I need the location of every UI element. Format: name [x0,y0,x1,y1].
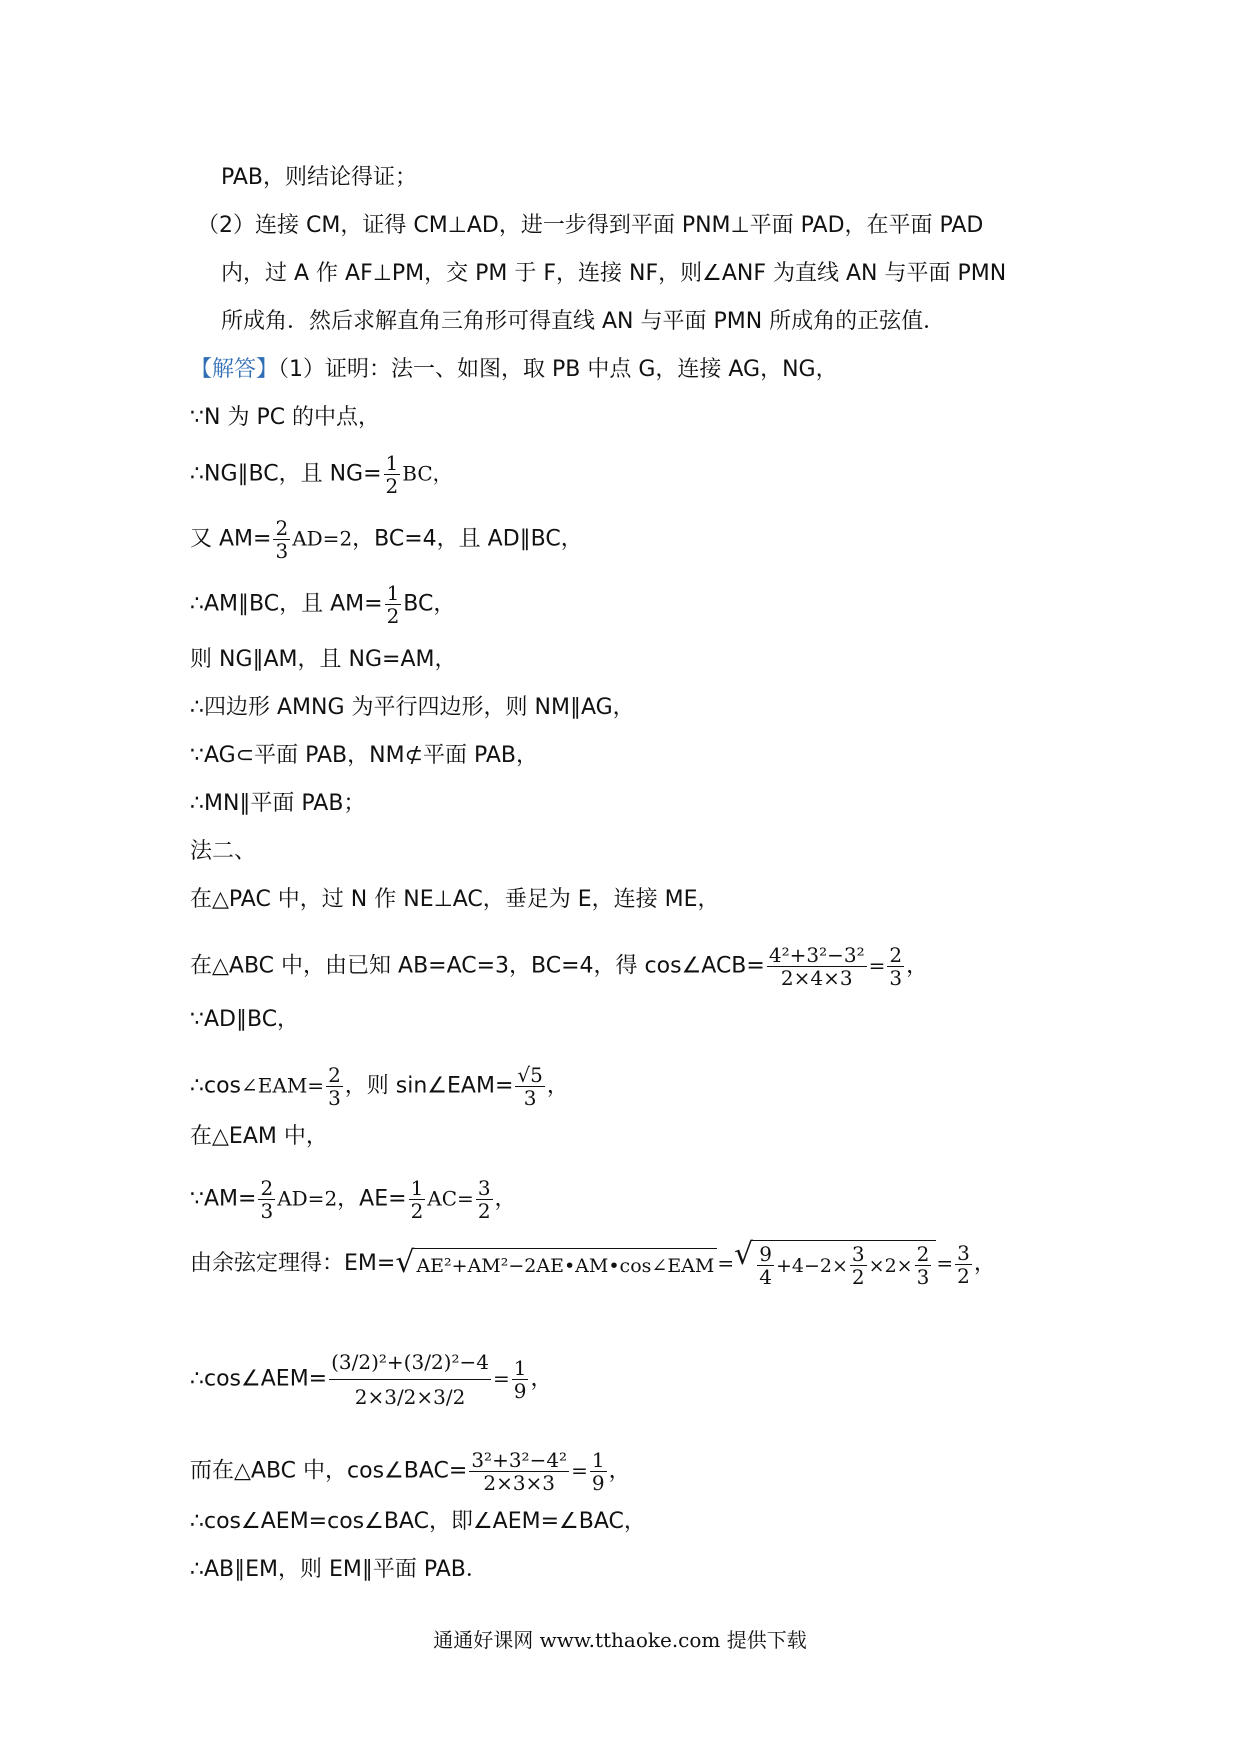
step-8: ∴MN∥平面 PAB； [190,791,366,816]
fraction: $\frac{1}{2}$ [386,581,400,628]
answer-intro: 【解答】（1）证明：法一、如图，取 PB 中点 G，连接 AG，NG， [190,357,838,382]
step-7: ∵AG⊂平面 PAB，NM⊄平面 PAB， [190,743,539,768]
fraction: $\frac{2}{3}$ [275,516,289,563]
fraction: $\frac{1}{2}$ [410,1176,424,1223]
answer-tag: 【解答】 [190,357,279,382]
fraction: $\frac{2}{3}$ [889,943,903,990]
fraction: $\frac{\text{3²+3²−4²}}{2\times 3\times 3}$ [471,1448,568,1495]
step-1: ∵N 为 PC 的中点， [190,405,381,430]
m2-line-1: 在△PAC 中，过 N 作 NE⊥AC，垂足为 E，连接 ME， [190,887,720,912]
step-5: 则 NG∥AM，且 NG=AM， [190,647,457,672]
fraction: $\frac{2}{3}$ [260,1176,274,1223]
hint-line-1: PAB，则结论得证； [221,165,418,190]
step-3: 又 AM= $\frac{2}{3}$ AD=2，BC=4，且 AD∥BC， [190,516,583,563]
step-6: ∴四边形 AMNG 为平行四边形，则 NM∥AG， [190,695,635,720]
fraction: $\frac{1}{2}$ [385,451,399,498]
m2-line-6: ∵AM= $\frac{2}{3}$ AD=2，AE= $\frac{1}{2}$ AC= $\frac{3}{2}$ ， [190,1176,517,1223]
fraction: $\frac{1}{9}$ [591,1448,605,1495]
fraction: $\frac{2}{3}$ [328,1063,341,1110]
m2-line-8: ∴cos∠AEM= $\frac{\text{(3/2)²+(3/2)²−4}}{2\times 3/2\times 3/2}$ = $\frac{1}{9}$ ， [190,1345,553,1414]
fraction: $\frac{3}{2}$ [477,1176,491,1223]
fraction: $\frac{\text{(3/2)²+(3/2)²−4}}{2\times 3/2\times 3/2}$ [329,1345,491,1414]
fraction: $\frac{\text{4²+3²−3²}}{2\times 4\times 3}$ [768,943,865,990]
fraction: $\frac{1}{9}$ [513,1356,527,1403]
hint-line-2: （2）连接 CM，证得 CM⊥AD，进一步得到平面 PNM⊥平面 PAD，在平面 PAD [197,213,984,238]
m2-line-4: ∴cos∠EAM= $\frac{2}{3}$ ，则 sin∠EAM= $\frac{√5}{3}$ ， [190,1063,569,1110]
page-footer: 通通好课网 www.tthaoke.com 提供下载 [433,1628,807,1652]
fraction: $\frac{3}{2}$ [957,1240,970,1288]
square-root: √ AE²+AM²−2AE•AM•cos∠EAM [395,1248,717,1281]
m2-line-5: 在△EAM 中， [190,1124,328,1149]
fraction: $\frac{√5}{3}$ [517,1063,543,1110]
m2-line-11: ∴AB∥EM，则 EM∥平面 PAB． [190,1557,488,1582]
m2-line-2: 在△ABC 中，由已知 AB=AC=3，BC=4，得 cos∠ACB= $\frac{\text{4²+3²−3²}}{2\times 4\times 3}$ = $\frac{2}{3}$ ， [190,943,929,990]
m2-line-10: ∴cos∠AEM=cos∠BAC，即∠AEM=∠BAC， [190,1509,646,1534]
m2-line-3: ∵AD∥BC， [190,1007,300,1032]
hint-line-3: 内，过 A 作 AF⊥PM，交 PM 于 F，连接 NF，则∠ANF 为直线 AN 与平面 PMN [221,261,1007,286]
method-2-heading: 法二、 [190,839,257,864]
step-2: ∴NG∥BC，且 NG= $\frac{1}{2}$ BC， [190,451,453,498]
hint-line-4: 所成角．然后求解直角三角形可得直线 AN 与平面 PMN 所成角的正弦值． [221,309,946,334]
m2-line-9: 而在△ABC 中，cos∠BAC= $\frac{\text{3²+3²−4²}}{2\times 3\times 3}$ = $\frac{1}{9}$ ， [190,1448,631,1495]
square-root: √ $\frac{9}{4}$ +4−2× $\frac{3}{2}$ ×2× $\frac{2}{3}$ [734,1240,936,1288]
m2-line-7: 由余弦定理得：EM= √ AE²+AM²−2AE•AM•cos∠EAM = √ $\frac{9}{4}$ +4−2× $\frac{3}{2}$ ×2× $\frac{2}{3}$ = $\frac{3}{2}$ ， [190,1237,996,1289]
step-4: ∴AM∥BC，且 AM= $\frac{1}{2}$ BC， [190,581,456,628]
